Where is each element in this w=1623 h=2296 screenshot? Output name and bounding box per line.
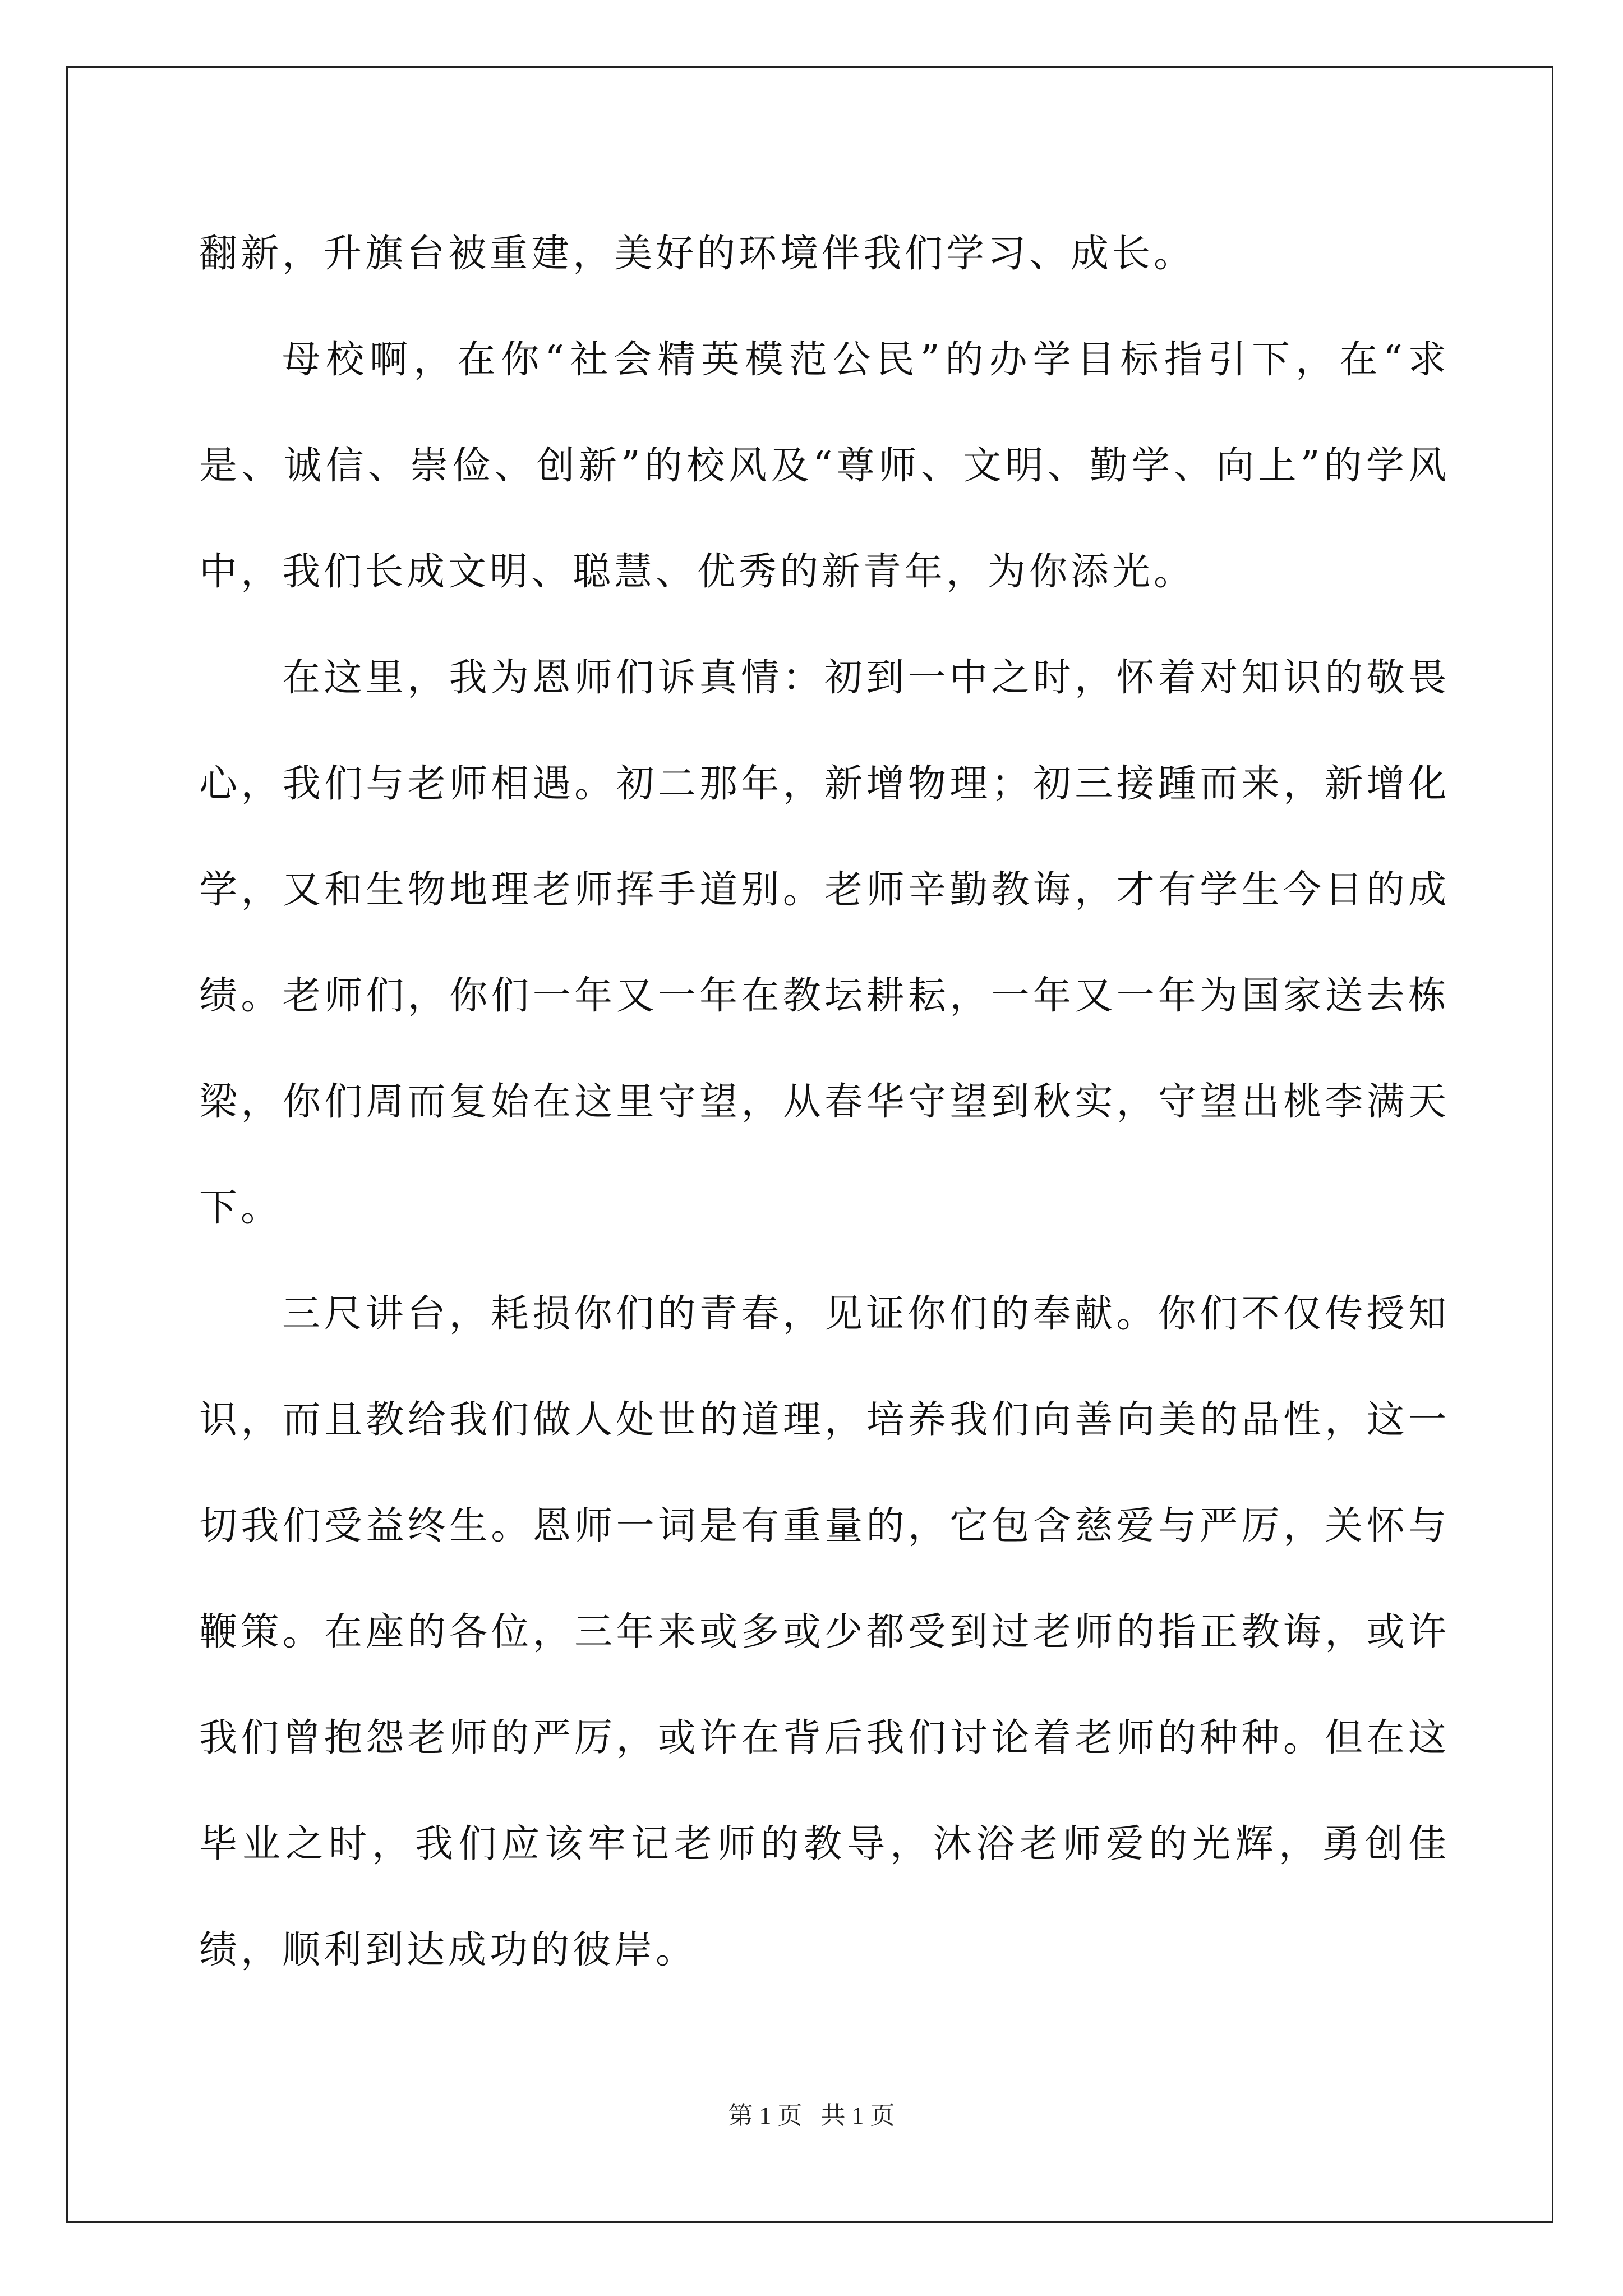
page-footer: 第 1 页 共 1 页	[728, 2102, 895, 2129]
paragraph-3: 在这里，我为恩师们诉真情：初到一中之时，怀着对知识的敬畏心，我们与老师相遇。初二那年，新增物理；初三接踵而来，新增化学，又和生物地理老师挥手道别。老师辛勤教诲，才有学生今日的成绩。老师们，你们一年又一年在教坛耕耘，一年又一年为国家送去栋梁，你们周而复始在这里守望，从春华守望到秋实，守望出桃李满天下。	[199, 656, 1450, 1230]
paragraph-1: 翻新，升旗台被重建，美好的环境伴我们学习、成长。	[199, 232, 1196, 276]
paragraph-2: 母校啊，在你“社会精英模范公民”的办学目标指引下，在“求是、诚信、崇俭、创新”的校风及“尊师、文明、勤学、向上”的学风中，我们长成文明、聪慧、优秀的新青年，为你添光。	[199, 338, 1450, 594]
document-body	[199, 201, 1450, 2003]
paragraph-4: 三尺讲台，耗损你们的青春，见证你们的奉献。你们不仅传授知识，而且教给我们做人处世的道理，培养我们向善向美的品性，这一切我们受益终生。恩师一词是有重量的，它包含慈爱与严厉，关怀与鞭策。在座的各位，三年来或多或少都受到过老师的指正教诲，或许我们曾抱怨老师的严厉，或许在背后我们讨论着老师的种种。但在这毕业之时，我们应该牢记老师的教导，沐浴老师爱的光辉，勇创佳绩，顺利到达成功的彼岸。	[199, 1292, 1450, 1972]
